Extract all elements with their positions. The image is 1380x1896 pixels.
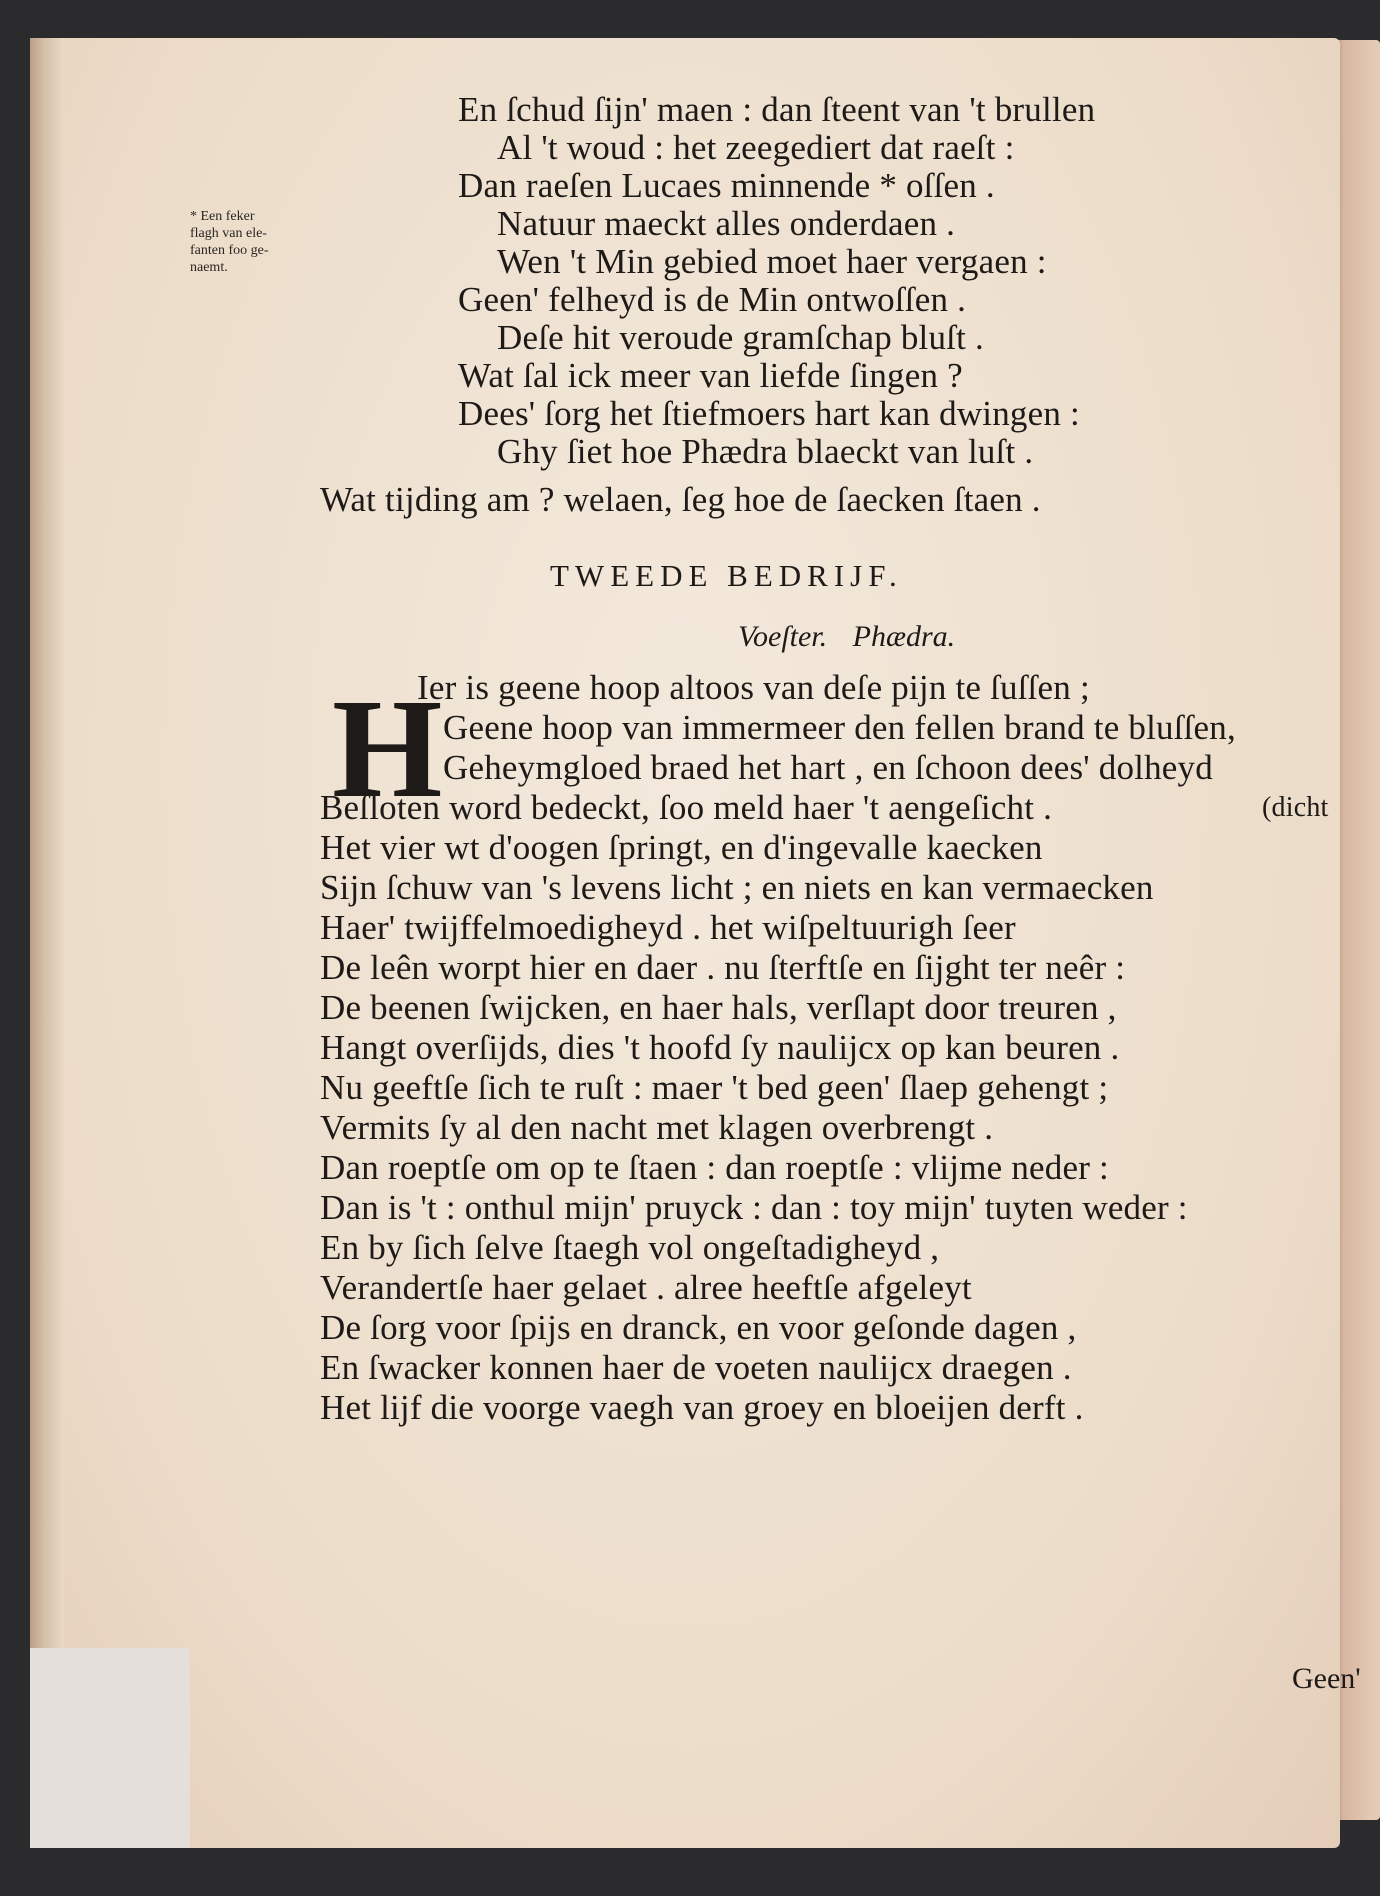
speech-line: De leên worpt hier en daer . nu ſterftſe en ſijght ter neêr :	[320, 948, 1126, 987]
speech-line: Haer' twijffelmoedigheyd . het wiſpeltuurigh ſeer	[320, 908, 1016, 947]
page-text	[30, 38, 1361, 1848]
speech-line: Dan is 't : onthul mijn' pruyck : dan : toy mijn' tuyten weder :	[320, 1188, 1188, 1227]
speech-line: Het lijf die voorge vaegh van groey en bloeijen derft .	[320, 1388, 1084, 1427]
speech-line: Geheymgloed braed het hart , en ſchoon dees' dolheyd	[443, 748, 1213, 787]
margin-note-line: flagh van ele-	[190, 226, 267, 241]
chorus-line: Dan raeſen Lucaes minnende * oſſen .	[458, 166, 995, 205]
chorus-line: Deſe hit veroude gramſchap bluſt .	[497, 318, 984, 357]
drop-cap: H	[332, 669, 443, 827]
chorus-line: Geen' felheyd is de Min ontwoſſen .	[458, 280, 967, 319]
transition-line: Wat tijding am ? welaen, ſeg hoe de ſaecken ſtaen .	[320, 480, 1041, 519]
speech-line: Beſloten word bedeckt, ſoo meld haer 't aengeſicht .	[320, 788, 1053, 827]
chorus-line: Ghy ſiet hoe Phædra blaeckt van luſt .	[497, 432, 1034, 471]
speech-line: Hangt overſijds, dies 't hoofd ſy naulijcx op kan beuren .	[320, 1028, 1120, 1067]
margin-note-line: fanten foo ge-	[190, 243, 269, 258]
chorus-line: Dees' ſorg het ſtiefmoers hart kan dwingen :	[458, 394, 1080, 433]
speech-line: Ier is geene hoop altoos van deſe pijn te ſuſſen ;	[417, 668, 1090, 707]
speech-line: Vermits ſy al den nacht met klagen overbrengt .	[320, 1108, 994, 1147]
speech-line: En by ſich ſelve ſtaegh vol ongeſtadigheyd ,	[320, 1228, 940, 1267]
chorus-line: Al 't woud : het zeegediert dat raeſt :	[497, 128, 1015, 167]
speech-line: Dan roeptſe om op te ſtaen : dan roeptſe : vlijme neder :	[320, 1148, 1109, 1187]
chorus-line: Wen 't Min gebied moet haer vergaen :	[497, 242, 1047, 281]
margin-note-line: naemt.	[190, 260, 228, 275]
margin-note	[190, 208, 360, 276]
speech-line: Verandertſe haer gelaet . alree heeftſe afgeleyt	[320, 1268, 972, 1307]
chorus-line: Natuur maeckt alles onderdaen .	[497, 204, 956, 243]
catchword: Geen'	[1292, 1662, 1361, 1695]
chorus-line: En ſchud ſijn' maen : dan ſteent van 't brullen	[458, 90, 1096, 129]
speaker-names: Voeſter. Phædra.	[738, 620, 956, 653]
act-heading: TWEEDE BEDRIJF.	[550, 558, 903, 593]
speech-line: De ſorg voor ſpijs en dranck, en voor geſonde dagen ,	[320, 1308, 1077, 1347]
speech-line: En ſwacker konnen haer de voeten naulijcx draegen .	[320, 1348, 1072, 1387]
book-page	[30, 38, 1361, 1848]
speech-line: Sijn ſchuw van 's levens licht ; en niets en kan vermaecken	[320, 868, 1154, 907]
speech-line: De beenen ſwijcken, en haer hals, verſlapt door treuren ,	[320, 988, 1117, 1027]
speech-line: Nu geeftſe ſich te ruſt : maer 't bed geen' ſlaep gehengt ;	[320, 1068, 1109, 1107]
chorus-line: Wat ſal ick meer van liefde ſingen ?	[458, 356, 963, 395]
speech-line: Het vier wt d'oogen ſpringt, en d'ingevalle kaecken	[320, 828, 1043, 867]
margin-note-line: * Een feker	[190, 209, 255, 224]
overflow-word: (dicht	[1262, 792, 1329, 823]
speech-line: Geene hoop van immermeer den fellen brand te bluſſen,	[443, 708, 1236, 747]
